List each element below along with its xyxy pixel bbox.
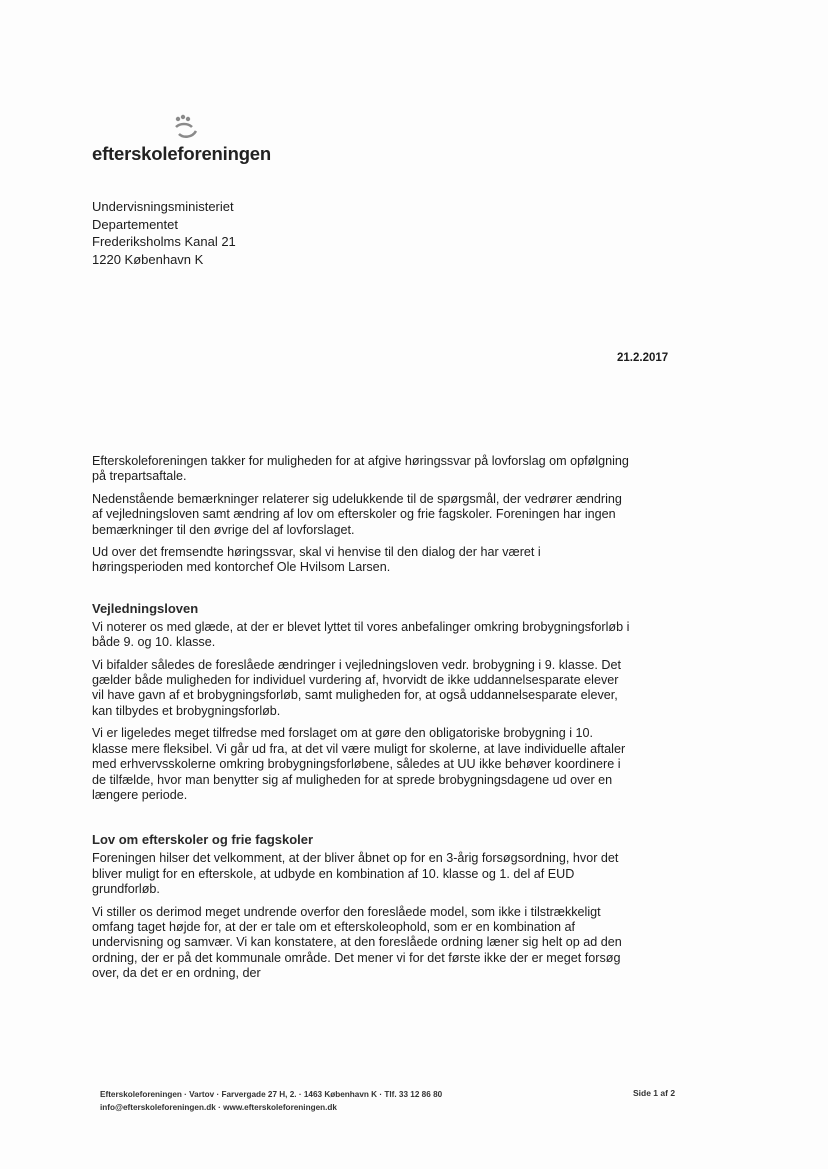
footer <box>100 1088 442 1114</box>
section-heading: Lov om efterskoler og frie fagskoler <box>92 832 314 848</box>
section-paragraph: Vi stiller os derimod meget undrende overfor den foreslåede model, som ikke i tilstrækkeligt omfang taget højde for, at der er tale om et efterskoleophold, som er en kombination af undervisning og samvær. Vi kan konstatere, at den foreslåede ordning læner sig helt op ad den ordning, der er på det kommunale område. Det mener vi for det første ikke der er meget forsøg over, da det er en ordning, der <box>92 904 622 981</box>
section-paragraph: Vi noterer os med glæde, at der er blevet lyttet til vores anbefalinger omkring brobygningsforløb i både 9. og 10. klasse. <box>92 619 630 650</box>
letter-body <box>92 454 632 989</box>
section-paragraph: Vi er ligeledes meget tilfredse med forslaget om at gøre den obligatoriske brobygning i 10. klasse mere fleksibel. Vi går ud fra, at det vil være muligt for skolerne, at lave individuelle aftaler med erhvervsskolerne omkring brobygningsforløbene, således at UU ikke behøver koordinere i de tilfælde, hvor man benytter sig af muligheden for at sprede brobygningsdagene ud over en længere periode. <box>92 726 626 802</box>
section-vejledningsloven <box>92 601 632 803</box>
section-efterskoler <box>92 832 632 981</box>
section-heading: Vejledningsloven <box>92 600 199 616</box>
section-paragraph: Vi bifalder således de foreslåede ændringer i vejledningsloven vedr. brobygning i 9. klasse. Det gælder både muligheden for individuel vurdering af, hvorvidt de ikke uddannelsesparate elever vil have gavn af et brobygningsforløb, samt muligheden for, at også uddannelsesparate elever, kan tilbydes et brobygningsforløb. <box>92 657 622 718</box>
page-number: Side 1 af 2 <box>633 1088 676 1098</box>
address-line: Frederiksholms Kanal 21 <box>92 234 236 249</box>
address-line: 1220 København K <box>92 251 204 267</box>
efterskole-figure-icon <box>170 113 204 141</box>
address-line: Departementet <box>92 216 178 232</box>
recipient-address <box>92 198 236 268</box>
footer-contact: info@efterskoleforeningen.dk · www.efterskoleforeningen.dk <box>100 1103 337 1112</box>
footer-address: Efterskoleforeningen · Vartov · Farvergade 27 H, 2. · 1463 København K · Tlf. 33 12 86 80 <box>100 1090 443 1099</box>
logo-wordmark: efterskoleforeningen <box>92 143 271 164</box>
letter-date: 21.2.2017 <box>617 352 669 364</box>
address-line: Undervisningsministeriet <box>92 199 234 214</box>
section-paragraph: Foreningen hilser det velkomment, at der bliver åbnet op for en 3-årig forsøgsordning, hvor det bliver muligt for en efterskole, at udbyde en kombination af 10. klasse og 1. del af EUD grundforløb. <box>92 851 619 897</box>
intro-paragraph: Ud over det fremsendte høringssvar, skal vi henvise til den dialog der har været i høringsperioden med kontorchef Ole Hvilsom Larsen. <box>92 545 541 575</box>
intro-paragraph: Efterskoleforeningen takker for muligheden for at afgive høringssvar på lovforslag om opfølgning på trepartsaftale. <box>92 454 629 484</box>
intro-paragraph: Nedenstående bemærkninger relaterer sig udelukkende til de spørgsmål, der vedrører ændring af vejledningsloven samt ændring af lov om efterskoler og frie fagskoler. Foreningen har ingen bemærkninger til den øvrige del af lovforslaget. <box>92 491 622 537</box>
